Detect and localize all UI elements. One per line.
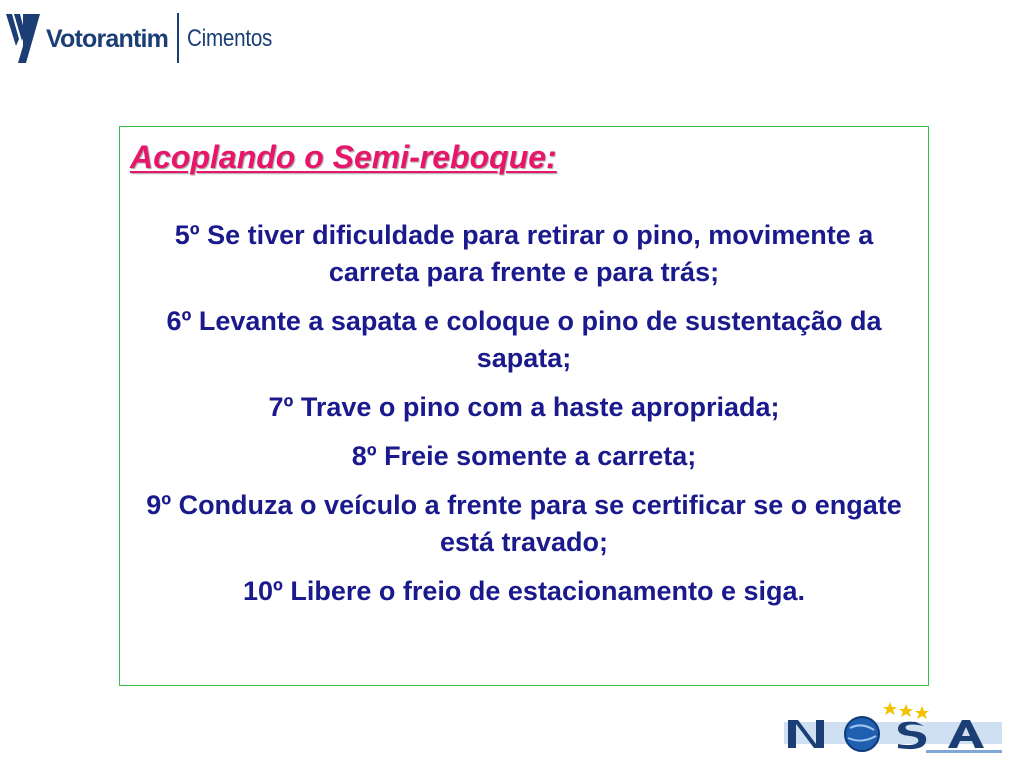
- nosa-logo-icon: [778, 700, 1008, 758]
- step-9: 9º Conduza o veículo a frente para se certificar se o engate está travado;: [146, 490, 902, 557]
- step-8: 8º Freie somente a carreta;: [351, 441, 697, 471]
- step-list: [120, 217, 928, 622]
- content-box: [119, 126, 929, 686]
- step-10: 10º Libere o freio de estacionamento e siga.: [242, 576, 806, 606]
- votorantim-logo: [6, 10, 286, 66]
- step-6: 6º Levante a sapata e coloque o pino de sustentação da sapata;: [166, 306, 882, 373]
- section-title: Acoplando o Semi-reboque:: [130, 139, 557, 175]
- votorantim-v-mark-icon: [6, 11, 42, 65]
- nosa-logo: [778, 700, 1008, 758]
- step-7: 7º Trave o pino com a haste apropriada;: [268, 392, 780, 422]
- brand-division: Cimentos: [187, 25, 273, 52]
- brand-name: Votorantim: [46, 24, 169, 53]
- step-5: 5º Se tiver dificuldade para retirar o pino, movimente a carreta para frente e para trás;: [174, 220, 874, 287]
- brand-divider: [177, 13, 179, 63]
